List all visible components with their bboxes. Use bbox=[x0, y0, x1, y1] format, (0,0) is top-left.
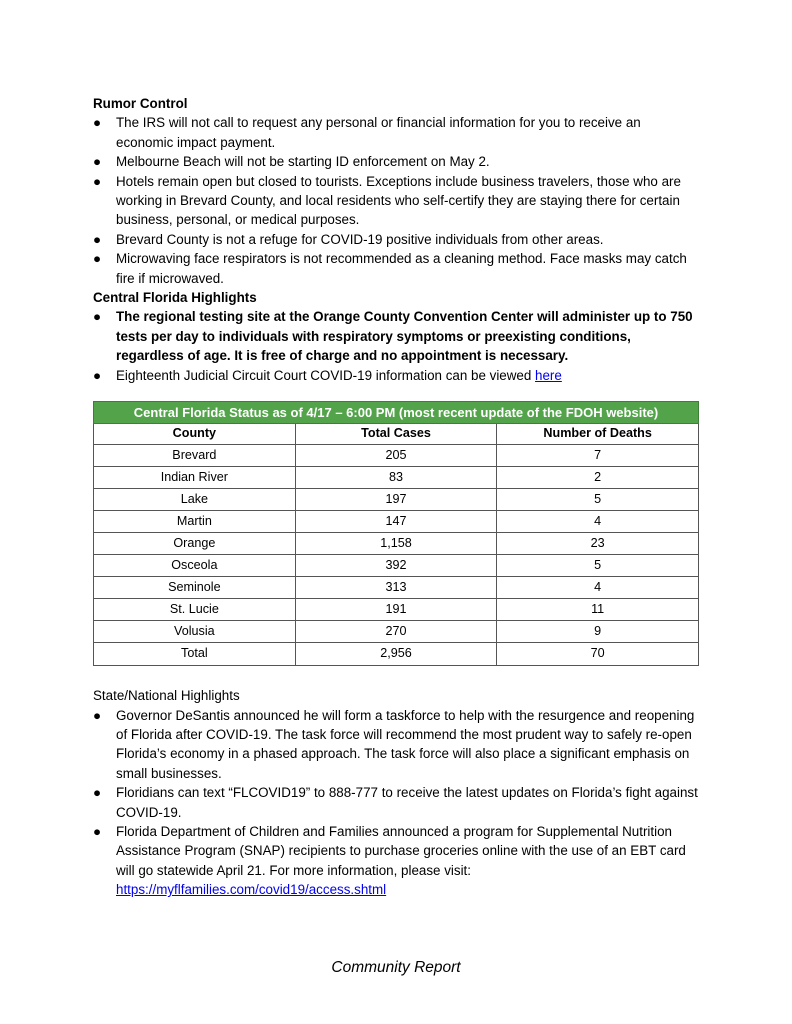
table-row bbox=[94, 599, 699, 621]
bullet-icon: ● bbox=[93, 309, 102, 325]
page-footer: Community Report bbox=[331, 959, 461, 976]
bullet-icon: ● bbox=[93, 173, 102, 189]
bullet-icon: ● bbox=[93, 367, 102, 383]
list-item: ● Governor DeSantis announced he will form a taskforce to help with the resurgence and reopening of Florida after COVID-19. The task force will recommend the most prudent way to safely re-open Florida’s economy in a phased approach. The task force will also place a significant emphasis on small businesses. bbox=[93, 707, 695, 781]
county-cell: Martin bbox=[94, 511, 296, 533]
deaths-cell: 5 bbox=[497, 489, 699, 511]
cases-cell: 2,956 bbox=[295, 643, 497, 666]
rumor-control-list bbox=[93, 113, 699, 288]
county-cell: Volusia bbox=[94, 621, 296, 643]
table-row bbox=[94, 533, 699, 555]
cases-cell: 1,158 bbox=[295, 533, 497, 555]
bullet-icon: ● bbox=[93, 231, 102, 247]
deaths-cell: 4 bbox=[497, 577, 699, 599]
court-info-link[interactable]: here bbox=[535, 367, 562, 383]
rumor-control-heading: Rumor Control bbox=[93, 96, 188, 111]
deaths-cell: 7 bbox=[497, 445, 699, 467]
deaths-cell: 4 bbox=[497, 511, 699, 533]
state-national-heading: State/National Highlights bbox=[93, 688, 240, 704]
bullet-icon: ● bbox=[93, 251, 102, 267]
cases-cell: 270 bbox=[295, 621, 497, 643]
county-cell: Osceola bbox=[94, 555, 296, 577]
cases-cell: 313 bbox=[295, 577, 497, 599]
column-header: County bbox=[94, 424, 296, 445]
list-item: ● The IRS will not call to request any personal or financial information for you to receive an economic impact payment. bbox=[93, 115, 641, 150]
column-header: Number of Deaths bbox=[497, 424, 699, 445]
list-item: ● Brevard County is not a refuge for COVID-19 positive individuals from other areas. bbox=[93, 230, 699, 249]
list-item: ● Eighteenth Judicial Circuit Court COVID-19 information can be viewed here bbox=[93, 366, 699, 385]
county-cell: Indian River bbox=[94, 467, 296, 489]
table-caption: Central Florida Status as of 4/17 – 6:00 PM (most recent update of the FDOH website) bbox=[94, 402, 699, 424]
document-page bbox=[93, 94, 699, 900]
table-row bbox=[94, 555, 699, 577]
list-item: ● Florida Department of Children and Families announced a program for Supplemental Nutrition Assistance Program (SNAP) recipients to purchase groceries online with the use of an EBT card will go statewide April 21. For more information, please visit: https://myflfamilies.com/covid19/access.shtml bbox=[93, 823, 686, 898]
deaths-cell: 2 bbox=[497, 467, 699, 489]
county-cell: Orange bbox=[94, 533, 296, 555]
bullet-icon: ● bbox=[93, 707, 102, 723]
county-cell: Brevard bbox=[94, 445, 296, 467]
column-header: Total Cases bbox=[295, 424, 497, 445]
list-item: ● Microwaving face respirators is not recommended as a cleaning method. Face masks may catch fire if microwaved. bbox=[93, 251, 687, 286]
cases-cell: 392 bbox=[295, 555, 497, 577]
deaths-cell: 70 bbox=[497, 643, 699, 666]
cases-cell: 147 bbox=[295, 511, 497, 533]
bullet-icon: ● bbox=[93, 115, 102, 131]
list-item: ● Hotels remain open but closed to tourists. Exceptions include business travelers, those who are working in Brevard County, and local residents who self-certify they are staying there for certain business, personal, or medical purposes. bbox=[93, 173, 681, 228]
table-row bbox=[94, 577, 699, 599]
deaths-cell: 23 bbox=[497, 533, 699, 555]
county-cell: Lake bbox=[94, 489, 296, 511]
county-cell: Total bbox=[94, 643, 296, 666]
cases-cell: 83 bbox=[295, 467, 497, 489]
table-row bbox=[94, 467, 699, 489]
table-row bbox=[94, 445, 699, 467]
deaths-cell: 9 bbox=[497, 621, 699, 643]
table-row bbox=[94, 511, 699, 533]
list-item: ● The regional testing site at the Orange County Convention Center will administer up to 750 tests per day to individuals with respiratory symptoms or preexisting conditions, regardless of age. It is free of charge and no appointment is necessary. bbox=[93, 309, 693, 364]
status-table bbox=[93, 401, 699, 666]
cases-cell: 191 bbox=[295, 599, 497, 621]
list-item: ● Melbourne Beach will not be starting ID enforcement on May 2. bbox=[93, 152, 699, 171]
deaths-cell: 5 bbox=[497, 555, 699, 577]
bullet-icon: ● bbox=[93, 154, 102, 170]
cases-cell: 205 bbox=[295, 445, 497, 467]
table-row bbox=[94, 621, 699, 643]
central-florida-heading: Central Florida Highlights bbox=[93, 290, 257, 306]
table-row bbox=[94, 489, 699, 511]
county-cell: St. Lucie bbox=[94, 599, 296, 621]
cases-cell: 197 bbox=[295, 489, 497, 511]
state-national-list bbox=[93, 706, 699, 900]
central-florida-list bbox=[93, 307, 699, 385]
county-cell: Seminole bbox=[94, 577, 296, 599]
list-item: ● Floridians can text “FLCOVID19” to 888-777 to receive the latest updates on Florida’s fight against COVID-19. bbox=[93, 785, 698, 820]
bullet-icon: ● bbox=[93, 823, 102, 839]
deaths-cell: 11 bbox=[497, 599, 699, 621]
total-row bbox=[94, 643, 699, 666]
bullet-icon: ● bbox=[93, 785, 102, 801]
dcf-access-link[interactable]: https://myflfamilies.com/covid19/access.shtml bbox=[116, 882, 387, 898]
